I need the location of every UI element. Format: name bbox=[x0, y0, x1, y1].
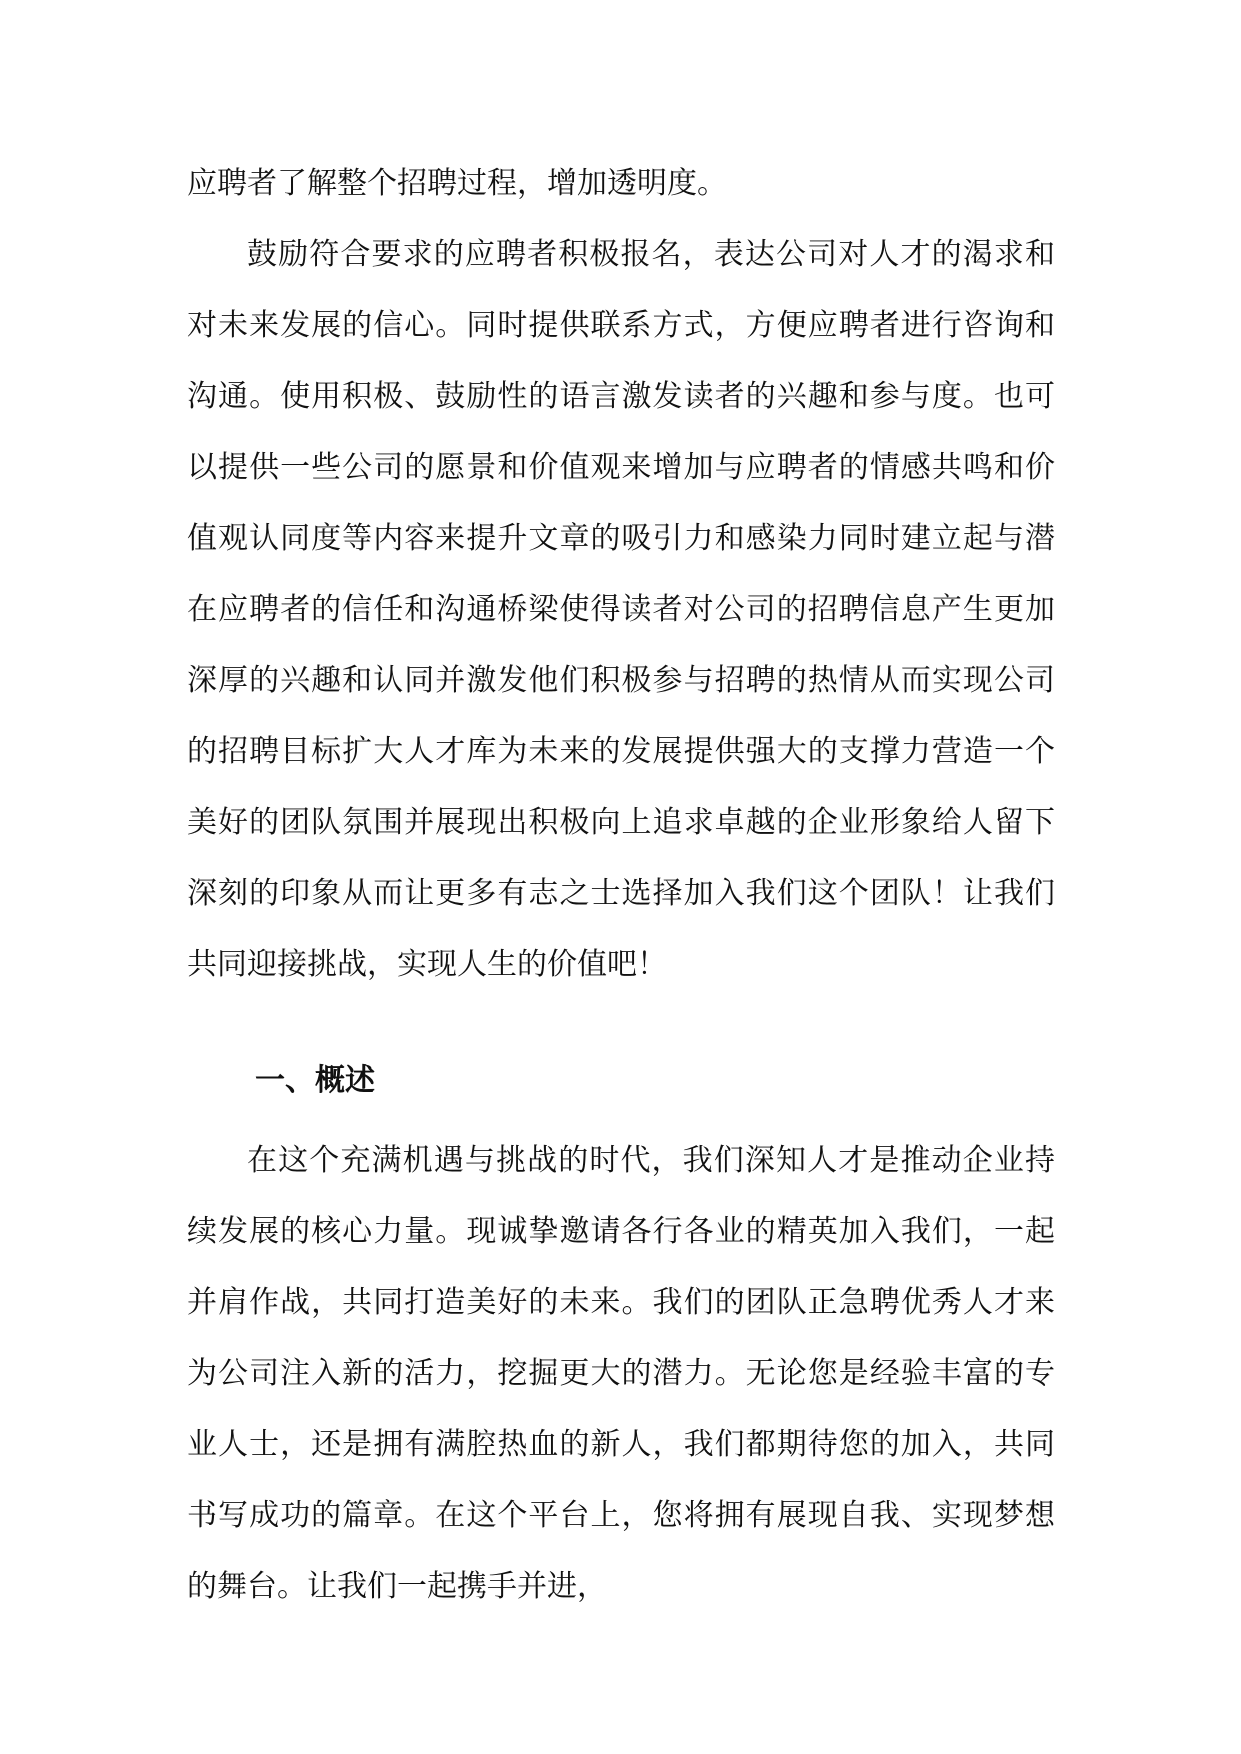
paragraph-overview: 在这个充满机遇与挑战的时代，我们深知人才是推动企业持续发展的核心力量。现诚挚邀请各行各业的精英加入我们，一起并肩作战，共同打造美好的未来。我们的团队正急聘优秀人才来为公司注入新的活力，挖掘更大的潜力。无论您是经验丰富的专业人士，还是拥有满腔热血的新人，我们都期待您的加入，共同书写成功的篇章。在这个平台上，您将拥有展现自我、实现梦想的舞台。让我们一起携手并进， bbox=[187, 1143, 1055, 1604]
paragraph-encouragement: 鼓励符合要求的应聘者积极报名，表达公司对人才的渴求和对未来发展的信心。同时提供联系方式，方便应聘者进行咨询和沟通。使用积极、鼓励性的语言激发读者的兴趣和参与度。也可以提供一些公司的愿景和价值观来增加与应聘者的情感共鸣和价值观认同度等内容来提升文章的吸引力和感染力同时建立起与潜在应聘者的信任和沟通桥梁使得读者对公司的招聘信息产生更加深厚的兴趣和认同并激发他们积极参与招聘的热情从而实现公司的招聘目标扩大人才库为未来的发展提供强大的支撑力营造一个美好的团队氛围并展现出积极向上追求卓越的企业形象给人留下深刻的印象从而让更多有志之士选择加入我们这个团队！让我们共同迎接挑战，实现人生的价值吧！ bbox=[187, 237, 1055, 982]
paragraph-continuation: 应聘者了解整个招聘过程，增加透明度。 bbox=[187, 166, 727, 201]
section-heading-overview: 一、概述 bbox=[255, 1063, 375, 1098]
